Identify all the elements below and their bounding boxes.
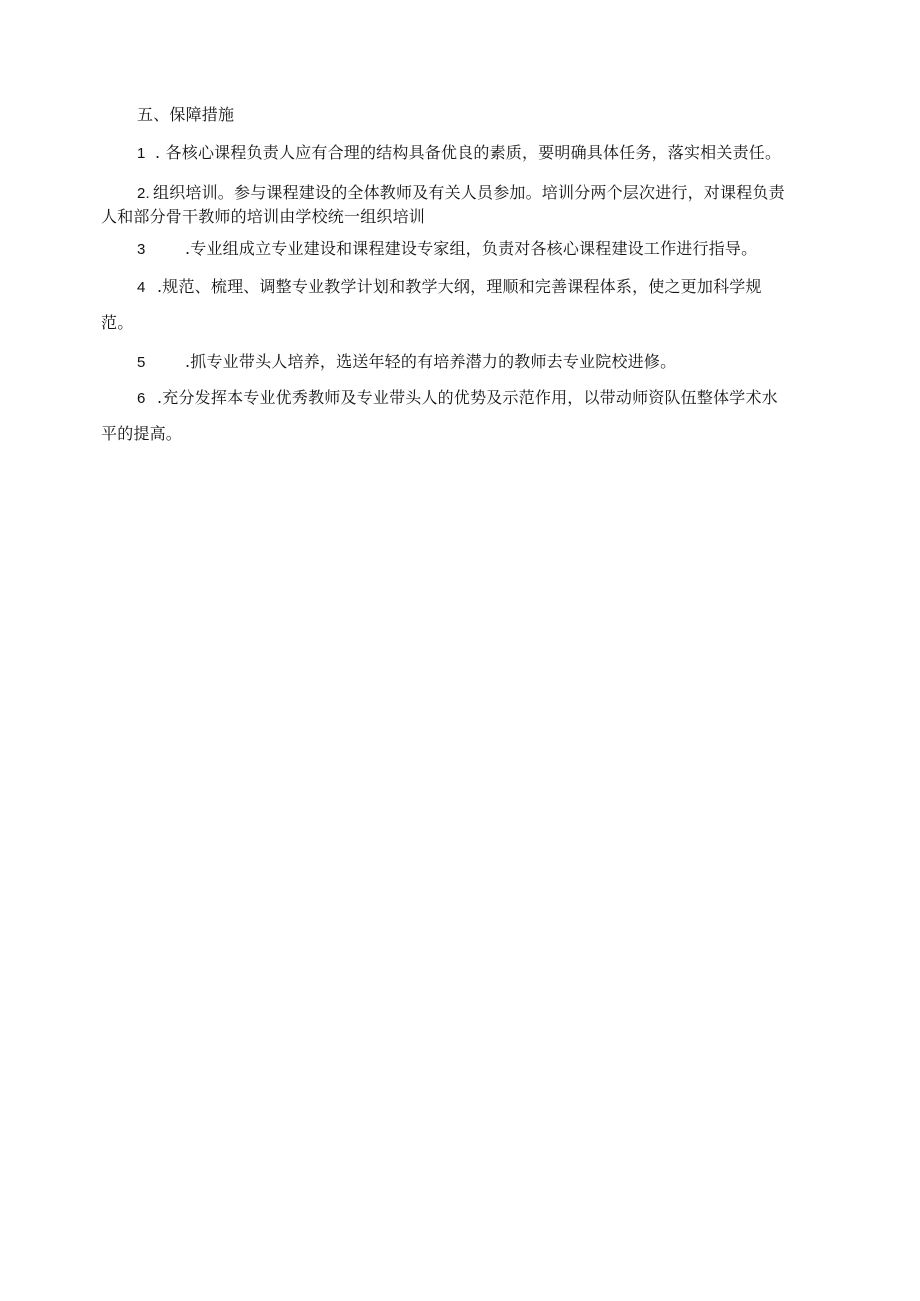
item-text-line-1: .规范、梳理、调整专业教学计划和教学大纲，理顺和完善课程体系，使之更加科学规 <box>157 277 762 296</box>
list-item-2-continuation: 人和部分骨干教师的培训由学校统一组织培训 <box>101 207 426 226</box>
list-item-1 <box>137 143 781 164</box>
item-text: .专业组成立专业建设和课程建设专家组，负责对各核心课程建设工作进行指导。 <box>185 239 758 258</box>
list-item-3 <box>137 239 757 260</box>
item-text: .抓专业带头人培养，选送年轻的有培养潜力的教师去专业院校进修。 <box>185 352 677 371</box>
list-item-4-continuation: 范。 <box>101 313 134 332</box>
item-number: 6 <box>137 390 146 407</box>
item-number: 2. <box>137 185 150 202</box>
item-text-line-1: .充分发挥本专业优秀教师及专业带头人的优势及示范作用，以带动师资队伍整体学术水 <box>157 388 778 407</box>
item-number: 1 <box>137 145 146 162</box>
section-heading: 五、保障措施 <box>137 105 235 124</box>
list-item-6-continuation: 平的提高。 <box>101 424 183 443</box>
list-item-6 <box>137 388 778 409</box>
item-text-line-1: 组织培训。参与课程建设的全体教师及有关人员参加。培训分两个层次进行，对课程负责 <box>153 183 785 202</box>
list-item-2 <box>137 183 785 204</box>
list-item-4 <box>137 277 762 298</box>
list-item-5 <box>137 352 676 373</box>
item-number: 3 <box>137 241 146 258</box>
item-number: 4 <box>137 279 146 296</box>
item-number: 5 <box>137 354 146 371</box>
item-text: . 各核心课程负责人应有合理的结构具备优良的素质，要明确具体任务，落实相关责任。 <box>155 143 782 162</box>
